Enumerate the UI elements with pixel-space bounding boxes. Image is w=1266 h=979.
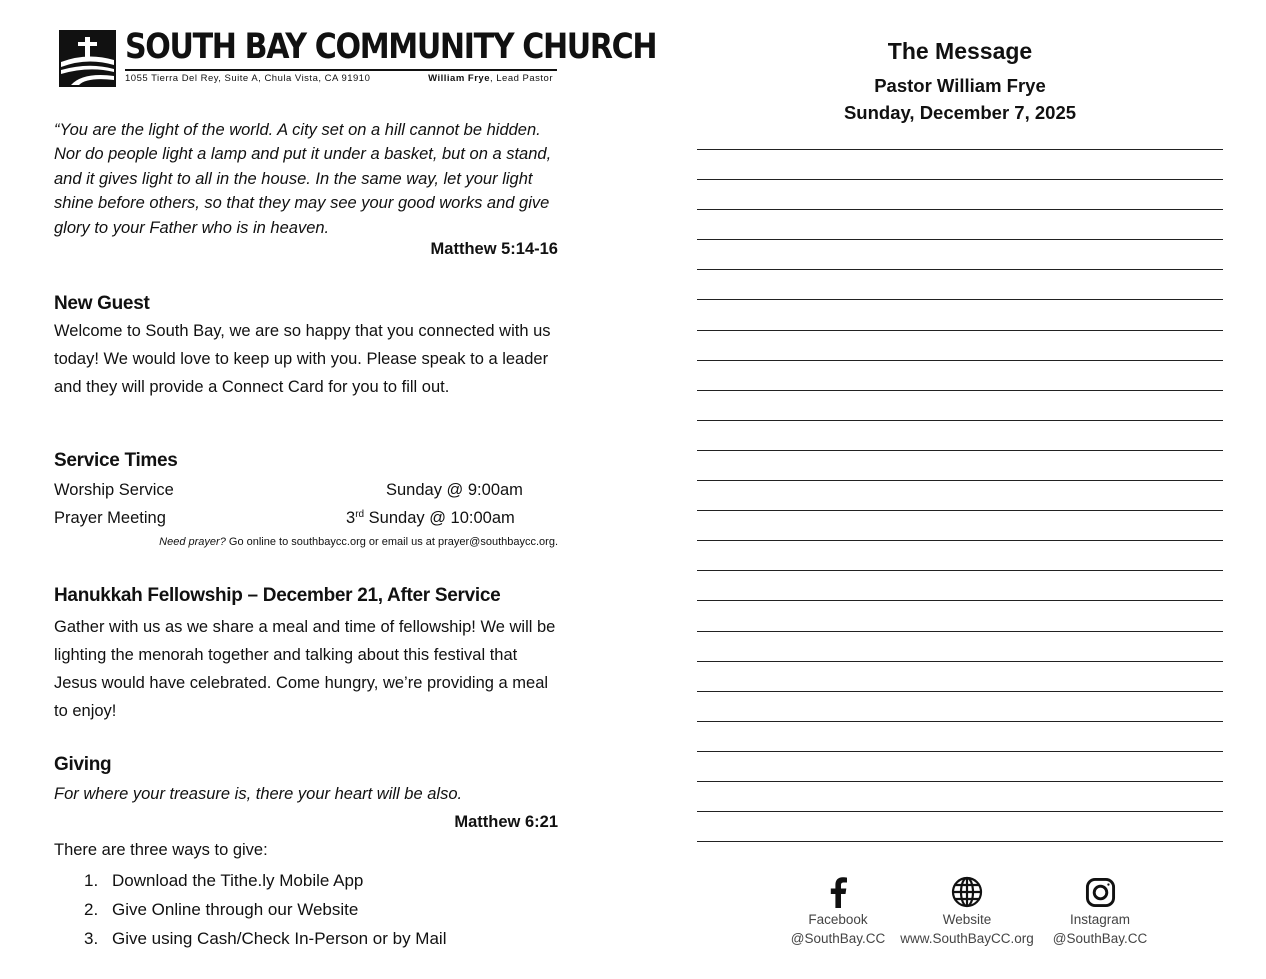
note-line [697,480,1223,510]
church-logo [59,27,657,88]
service-times-heading: Service Times [54,450,178,471]
church-name: SOUTH BAY COMMUNITY CHURCH [125,27,657,67]
note-line [697,269,1223,299]
service-time [346,509,515,528]
list-text: Download the Tithe.ly Mobile App [112,871,364,890]
hanukkah-body: Gather with us as we share a meal and time of fellowship! We will be lighting the menorah together and talking about this festival that Jesus would have celebrated. Come hungry, we’re providing a meal to enjoy! [54,618,556,720]
church-address: 1055 Tierra Del Rey, Suite A, Chula Vista, CA 91910 [125,73,371,84]
giving-heading: Giving [54,754,112,775]
prayer-note-text: Go online to southbaycc.org or email us at prayer@southbaycc.org. [225,536,558,548]
sermon-note-lines [697,149,1223,871]
service-time: Sunday @ 9:00am [386,481,523,499]
lead-pastor-name: William Frye [428,73,490,84]
service-row-prayer [54,509,558,533]
note-line [697,360,1223,390]
lead-pastor-role: , Lead Pastor [489,73,553,84]
giving-ways-list [84,866,446,953]
note-line [697,540,1223,570]
hanukkah-heading: Hanukkah Fellowship – December 21, After Service [54,585,501,606]
note-line [697,239,1223,269]
note-line [697,631,1223,661]
prayer-note-question: Need prayer? [159,536,226,548]
message-pastor: Pastor William Frye [874,75,1046,96]
giving-verse: For where your treasure is, there your heart will be also. [54,785,463,803]
note-line [697,781,1223,811]
social-label: Website [942,912,992,927]
note-line [697,450,1223,480]
social-label: Facebook [808,912,868,927]
ordinal-suffix: rd [355,509,365,520]
new-guest-body: Welcome to South Bay, we are so happy that you connected with us today! We would love to keep up with you. Please speak to a leader and they will provide a Connect Card for you to fill out. [54,322,551,396]
globe-icon [897,874,1037,908]
service-name: Worship Service [54,481,174,499]
note-line [697,661,1223,691]
social-website[interactable] [897,874,1037,948]
opening-verse: “You are the light of the world. A city set on a hill cannot be hidden. Nor do people light a lamp and put it under a basket, but on a stand, and it gives light to all in the house. In the same way, let your light shine before others, so that they may see your good works and give glory to your Father who is in heaven. [54,121,552,237]
instagram-icon [1030,874,1170,908]
note-line [697,299,1223,329]
list-number: 2. [84,900,99,919]
list-item [84,895,446,924]
opening-verse-reference: Matthew 5:14-16 [430,240,558,258]
prayer-note [159,536,558,548]
social-handle: @SouthBay.CC [1052,931,1148,946]
social-handle: www.SouthBayCC.org [900,931,1034,946]
note-line [697,149,1223,179]
giving-intro: There are three ways to give: [54,841,268,859]
social-facebook[interactable] [768,874,908,948]
list-number: 3. [84,929,99,948]
new-guest-heading: New Guest [54,293,150,314]
cross-on-hill-icon [59,30,116,87]
note-line [697,420,1223,450]
giving-verse-reference: Matthew 6:21 [454,813,558,831]
message-title: The Message [887,38,1033,64]
logo-divider [125,69,557,71]
service-name: Prayer Meeting [54,509,166,527]
service-row-worship [54,481,558,505]
note-line [697,841,1223,871]
note-line [697,390,1223,420]
note-line [697,570,1223,600]
note-line [697,330,1223,360]
social-handle: @SouthBay.CC [790,931,886,946]
list-text: Give Online through our Website [112,900,359,919]
service-time-text: Sunday @ 10:00am [364,509,515,527]
note-line [697,600,1223,630]
note-line [697,811,1223,841]
note-line [697,510,1223,540]
note-line [697,691,1223,721]
list-item [84,866,446,895]
ordinal-number: 3 [346,509,356,527]
list-text: Give using Cash/Check In-Person or by Mail [112,929,447,948]
list-item [84,924,446,953]
left-page [54,0,657,979]
note-line [697,209,1223,239]
note-line [697,751,1223,781]
list-number: 1. [84,871,99,890]
social-instagram[interactable] [1030,874,1170,948]
facebook-icon [768,874,908,908]
social-label: Instagram [1069,912,1131,927]
note-line [697,721,1223,751]
right-page [697,0,1223,979]
lead-pastor [428,73,553,84]
note-line [697,179,1223,209]
message-date: Sunday, December 7, 2025 [843,102,1077,123]
